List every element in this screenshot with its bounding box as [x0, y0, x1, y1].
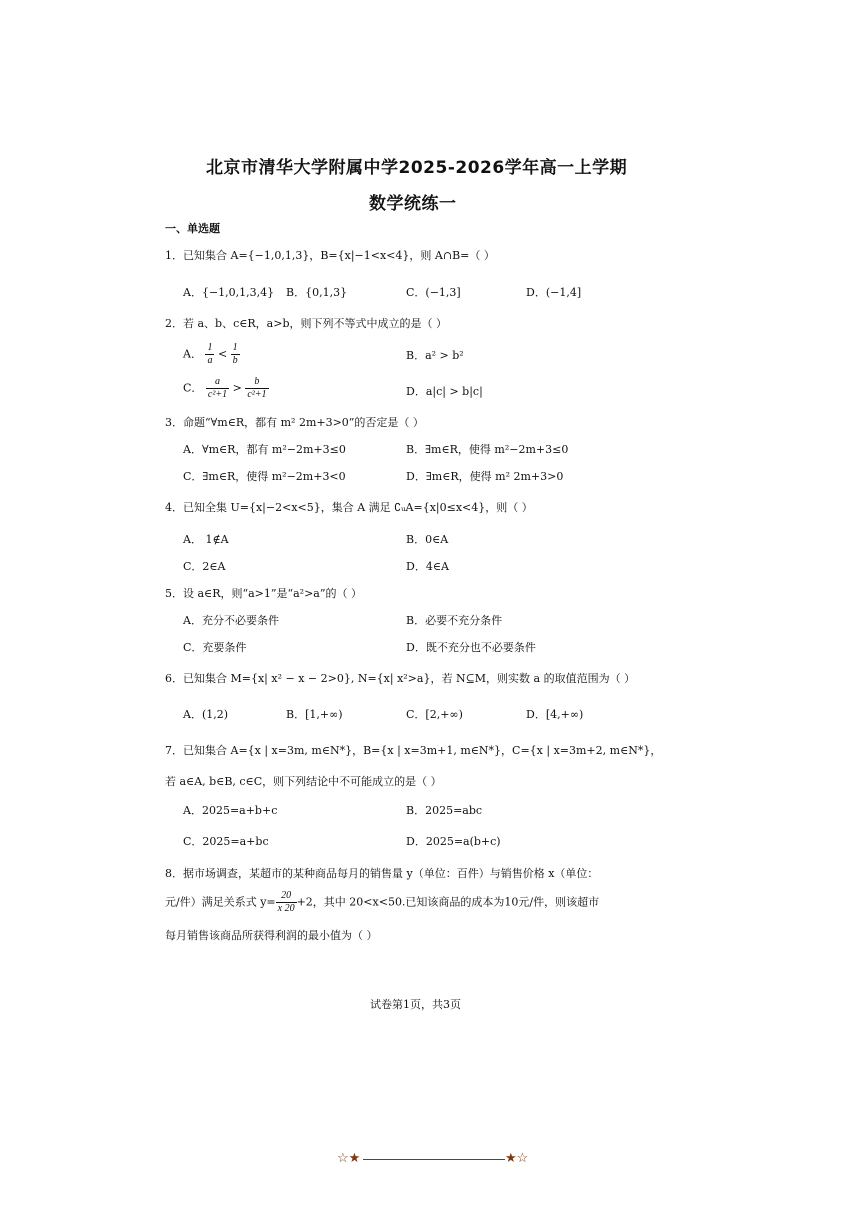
question-6-option-b: B．[1,+∞) [286, 708, 343, 721]
question-3-option-c: C．∃m∈R，使得 m²−2m+3<0 [183, 470, 346, 483]
question-1-option-c: C．(−1,3] [406, 286, 461, 299]
question-3-option-b: B．∃m∈R，使得 m²−2m+3≤0 [406, 443, 569, 456]
question-5-stem: 5．设 a∈R，则“a>1”是“a²>a”的（ ） [165, 587, 362, 600]
question-5-option-b: B．必要不充分条件 [406, 614, 503, 627]
question-4-option-b: B．0∈A [406, 533, 449, 546]
question-6-stem: 6．已知集合 M={x| x² − x − 2>0}, N={x| x²>a}，若 N⊆M，则实数 a 的取值范围为（ ） [165, 672, 636, 685]
question-8-stem-line2: 元/件）满足关系式 y= $\frac{20}{x 20}$ +2，其中 20<x<50.已知该商品的成本为10元/件，则该超市 [165, 890, 600, 914]
fraction: $\frac{b}{\text{c²+1}}$ [247, 376, 267, 400]
question-7-option-a: A．2025=a+b+c [183, 804, 278, 817]
question-3-stem: 3．命题“∀m∈R，都有 m² 2m+3>0”的否定是（ ） [165, 416, 424, 429]
question-7-option-b: B．2025=abc [406, 804, 483, 817]
star-icon: ☆★ [337, 1151, 361, 1166]
question-3-option-a: A．∀m∈R，都有 m²−2m+3≤0 [183, 443, 346, 456]
question-4-option-c: C．2∈A [183, 560, 226, 573]
fraction: $\frac{1}{b}$ [232, 342, 238, 366]
fraction: $\frac{a}{\text{c²+1}}$ [207, 376, 228, 400]
question-3-option-d: D．∃m∈R，使得 m² 2m+3>0 [406, 470, 564, 483]
question-7-option-d: D．2025=a(b+c) [406, 835, 501, 848]
question-5-option-c: C．充要条件 [183, 641, 247, 654]
decorative-divider [337, 1151, 531, 1169]
question-2-option-c: C． $\frac{a}{\text{c²+1}}$ > $\frac{b}{\text{c²+1}}$ [183, 376, 267, 400]
question-1-option-b: B．{0,1,3} [286, 286, 348, 299]
question-1-stem: 1．已知集合 A={−1,0,1,3}，B={x|−1<x<4}，则 A∩B=（ ） [165, 249, 495, 262]
question-5-option-a: A．充分不必要条件 [183, 614, 279, 627]
question-6-option-d: D．[4,+∞) [526, 708, 584, 721]
page-title: 北京市清华大学附属中学2025-2026学年高一上学期 [206, 158, 628, 178]
question-8-stem-line3: 每月销售该商品所获得利润的最小值为（ ） [165, 929, 378, 942]
question-2-option-d: D．a|c| > b|c| [406, 385, 483, 398]
fraction: $\frac{20}{x 20}$ [277, 890, 295, 914]
question-6-option-c: C．[2,+∞) [406, 708, 463, 721]
question-4-option-a: A． 1∉A [183, 533, 229, 546]
page-subtitle: 数学统练一 [369, 194, 457, 214]
question-7-stem: 7．已知集合 A={x | x=3m, m∈N*}，B={x | x=3m+1, m∈N*}，C={x | x=3m+2, m∈N*}， [165, 744, 662, 757]
question-1-option-d: D．(−1,4] [526, 286, 582, 299]
question-1-option-a: A．{−1,0,1,3,4} [183, 286, 275, 299]
section-heading: 一、单选题 [165, 222, 220, 235]
page-footer: 试卷第1页，共3页 [370, 998, 461, 1011]
question-4-stem: 4．已知全集 U={x|−2<x<5}，集合 A 满足 ∁ᵤA={x|0≤x<4}，则（ ） [165, 501, 533, 514]
question-8-stem: 8．据市场调查，某超市的某种商品每月的销售量 y（单位：百件）与销售价格 x（单位： [165, 867, 599, 880]
star-icon: ★☆ [505, 1151, 529, 1166]
question-6-option-a: A．(1,2) [183, 708, 229, 721]
question-7-stem-line2: 若 a∈A, b∈B, c∈C，则下列结论中不可能成立的是（ ） [165, 775, 442, 788]
question-5-option-d: D．既不充分也不必要条件 [406, 641, 536, 654]
fraction: $\frac{1}{a}$ [207, 342, 213, 366]
question-2-option-a: A． $\frac{1}{a}$ < $\frac{1}{b}$ [183, 342, 238, 366]
question-2-stem: 2．若 a、b、c∈R，a>b，则下列不等式中成立的是（ ） [165, 317, 447, 330]
question-2-option-b: B．a² > b² [406, 349, 464, 362]
question-4-option-d: D．4∈A [406, 560, 449, 573]
divider-line [363, 1159, 505, 1160]
question-7-option-c: C．2025=a+bc [183, 835, 269, 848]
